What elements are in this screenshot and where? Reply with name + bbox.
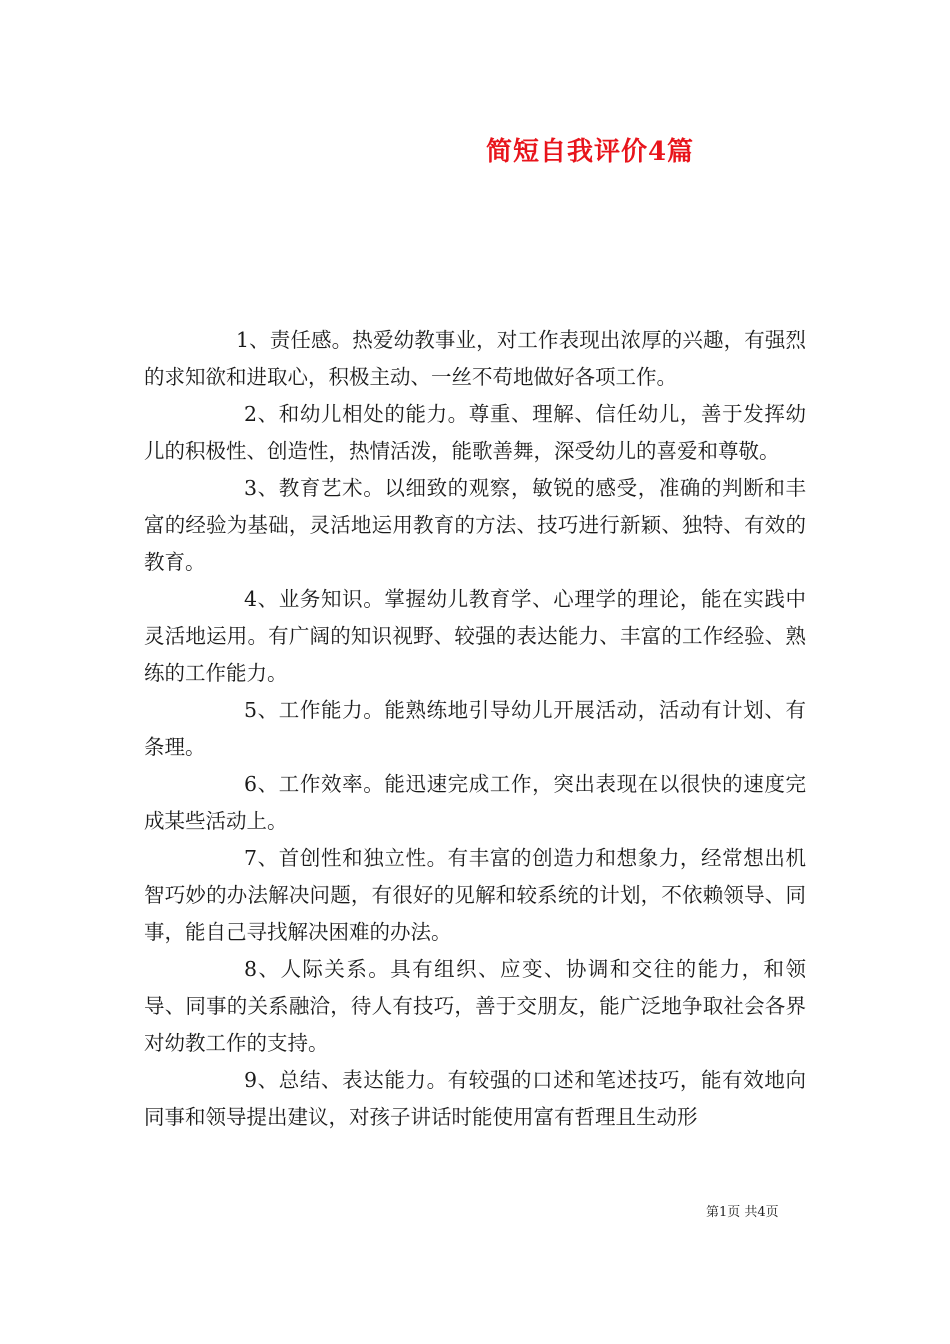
paragraph-1: 1、责任感。热爱幼教事业，对工作表现出浓厚的兴趣，有强烈的求知欲和进取心，积极主动、一丝不苟地做好各项工作。 — [144, 328, 806, 389]
paragraph-8: 8、人际关系。具有组织、应变、协调和交往的能力，和领导、同事的关系融洽，待人有技巧，善于交朋友，能广泛地争取社会各界对幼教工作的支持。 — [144, 957, 806, 1055]
paragraph-5: 5、工作能力。能熟练地引导幼儿开展活动，活动有计划、有条理。 — [144, 698, 806, 759]
page-number-footer: 第1页 共4页 — [706, 1205, 779, 1220]
document-title: 简短自我评价4篇 — [485, 137, 695, 167]
paragraph-7: 7、首创性和独立性。有丰富的创造力和想象力，经常想出机智巧妙的办法解决问题，有很好的见解和较系统的计划，不依赖领导、同事，能自己寻找解决困难的办法。 — [144, 846, 806, 944]
paragraph-9: 9、总结、表达能力。有较强的口述和笔述技巧，能有效地向同事和领导提出建议，对孩子讲话时能使用富有哲理且生动形 — [144, 1068, 806, 1129]
paragraph-6: 6、工作效率。能迅速完成工作，突出表现在以很快的速度完成某些活动上。 — [144, 772, 806, 833]
document-body — [144, 322, 806, 1136]
paragraph-2: 2、和幼儿相处的能力。尊重、理解、信任幼儿，善于发挥幼儿的积极性、创造性，热情活泼，能歌善舞，深受幼儿的喜爱和尊敬。 — [144, 402, 806, 463]
paragraph-3: 3、教育艺术。以细致的观察，敏锐的感受，准确的判断和丰富的经验为基础，灵活地运用教育的方法、技巧进行新颖、独特、有效的教育。 — [144, 476, 806, 574]
paragraph-4: 4、业务知识。掌握幼儿教育学、心理学的理论，能在实践中灵活地运用。有广阔的知识视野、较强的表达能力、丰富的工作经验、熟练的工作能力。 — [144, 587, 806, 685]
